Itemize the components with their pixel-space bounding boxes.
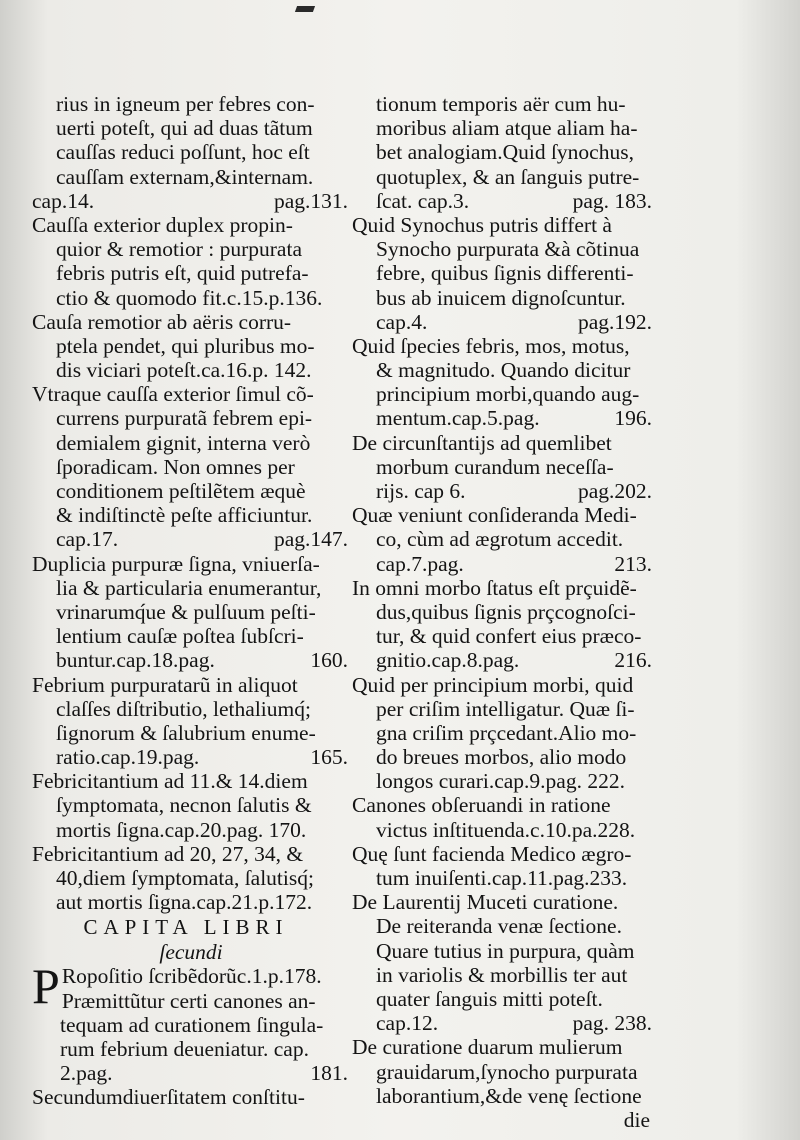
toc-entry bbox=[352, 842, 654, 890]
entry-line: uerti poteſt, qui ad duas tãtum bbox=[56, 116, 313, 141]
entry-line: rius in igneum per febres con- bbox=[56, 92, 315, 116]
toc-entry bbox=[32, 382, 350, 551]
right-column bbox=[352, 92, 654, 1132]
page-ref: pag.147. bbox=[273, 527, 348, 552]
entry-line: cauſſam externam,&internam. bbox=[56, 164, 314, 189]
toc-entry bbox=[352, 890, 654, 1035]
entry-line: De Laurentij Muceti curatione. bbox=[352, 890, 619, 915]
entry-line-with-page bbox=[32, 189, 350, 213]
entry-line: Quid Synochus putris differt à bbox=[352, 212, 612, 237]
entry-line: in variolis & morbillis ter aut bbox=[376, 962, 628, 987]
section-subheading: ſecundi bbox=[159, 940, 223, 965]
page-ref: 160. bbox=[310, 648, 348, 673]
entry-line: ſymptomata, necnon ſalutis & bbox=[56, 793, 312, 818]
entry-line: Quare tutius in purpura, quàm bbox=[376, 938, 635, 963]
entry-line: claſſes diſtributio, lethaliumq́; bbox=[56, 696, 311, 721]
chapter-ref: cap.12. bbox=[376, 1011, 439, 1036]
entry-line: Febrium purpuratarũ in aliquot bbox=[32, 672, 298, 697]
entry-line-with-page bbox=[352, 406, 654, 430]
entry-line: Vtraque cauſſa exterior ſimul cõ- bbox=[32, 382, 314, 407]
toc-entry bbox=[32, 769, 350, 842]
entry-line: Præmittũtur certi canones an- bbox=[61, 988, 316, 1013]
entry-line: dis viciari poteſt.ca.16.p. 142. bbox=[56, 358, 312, 383]
entry-line: tur, & quid confert eius præco- bbox=[376, 624, 642, 649]
entry-line: De reiteranda venæ ſectione. bbox=[376, 914, 622, 939]
entry-line: febre, quibus ſignis differenti- bbox=[376, 261, 634, 286]
entry-line: bus ab inuicem dignoſcuntur. bbox=[376, 285, 626, 310]
entry-line: Duplicia purpuræ ſigna, vniuerſa- bbox=[32, 551, 320, 576]
entry-line: lia & particularia enumerantur, bbox=[56, 575, 322, 600]
entry-line: do breues morbos, alio modo bbox=[376, 745, 627, 770]
entry-line: ptela pendet, qui pluribus mo- bbox=[56, 333, 315, 358]
entry-line: per criſim intelligatur. Quæ ſi- bbox=[376, 696, 635, 721]
page-ref: pag.192. bbox=[577, 309, 652, 334]
entry-line: demialem gignit, interna verò bbox=[56, 430, 311, 455]
chapter-ref: mentum.cap.5.pag. bbox=[376, 406, 540, 431]
entry-line-with-page bbox=[32, 1061, 350, 1085]
toc-entry bbox=[32, 310, 350, 383]
entry-line: Secundumdiuerſitatem conſtitu- bbox=[32, 1085, 305, 1110]
page-top-mark bbox=[295, 6, 315, 12]
toc-entry bbox=[352, 1035, 654, 1108]
toc-entry bbox=[352, 334, 654, 431]
entry-line: dus,quibus ſignis prçcognoſci- bbox=[376, 599, 636, 624]
entry-line-with-page bbox=[32, 745, 350, 769]
toc-entry bbox=[352, 793, 654, 841]
entry-line: tum inuiſenti.cap.11.pag.233. bbox=[376, 866, 628, 890]
entry-line-with-page bbox=[32, 648, 350, 672]
toc-entry bbox=[32, 213, 350, 310]
entry-line: Ropoſitio ſcribẽdorũc.1.p.178. bbox=[61, 964, 322, 989]
entry-line: currens purpuratã febrem epi- bbox=[56, 406, 313, 431]
entry-line: tionum temporis aër cum hu- bbox=[376, 92, 626, 116]
chapter-ref: cap.14. bbox=[32, 188, 95, 213]
toc-entry bbox=[32, 92, 350, 213]
entry-line: ſignorum & ſalubrium enume- bbox=[56, 720, 316, 745]
toc-entry bbox=[32, 552, 350, 673]
entry-line: Canones obſeruandi in ratione bbox=[352, 793, 611, 818]
entry-line-with-page bbox=[352, 189, 654, 213]
entry-line: Synocho purpurata &à cõtinua bbox=[376, 237, 640, 262]
entry-line: Quæ veniunt conſideranda Medi- bbox=[352, 503, 637, 528]
entry-line: vrinarumq́ue & pulſuum peſti- bbox=[56, 599, 316, 624]
chapter-ref: cap.7.pag. bbox=[376, 551, 464, 576]
page-ref: pag. 183. bbox=[572, 188, 652, 213]
entry-line: grauidarum,ſynocho purpurata bbox=[376, 1059, 638, 1084]
entry-line: lentium cauſæ poſtea ſubſcri- bbox=[56, 624, 304, 649]
entry-line: victus inſtituenda.c.10.pa.228. bbox=[376, 817, 636, 842]
toc-entry bbox=[352, 503, 654, 576]
entry-line: moribus aliam atque aliam ha- bbox=[376, 116, 638, 141]
entry-line: conditionem peſtilẽtem æquè bbox=[56, 479, 306, 503]
chapter-ref: cap.17. bbox=[56, 527, 119, 552]
entry-line: Quid ſpecies febris, mos, motus, bbox=[352, 333, 630, 358]
page-ref: 165. bbox=[310, 745, 348, 770]
entry-line: principium morbi,quando aug- bbox=[376, 382, 640, 407]
entry-line-with-page bbox=[352, 479, 654, 503]
toc-entry bbox=[352, 673, 654, 794]
toc-entry bbox=[352, 576, 654, 673]
entry-line: & indiſtinctè peſte afficiuntur. bbox=[56, 503, 313, 528]
page-ref: pag.131. bbox=[273, 188, 348, 213]
entry-line: mortis ſigna.cap.20.pag. 170. bbox=[56, 817, 307, 842]
entry-line-with-page bbox=[32, 527, 350, 551]
page-ref: 196. bbox=[614, 406, 652, 431]
drop-cap-letter: P bbox=[32, 958, 60, 1015]
entry-line: ſporadicam. Non omnes per bbox=[56, 454, 295, 479]
entry-line: gna criſim prçcedant.Alio mo- bbox=[376, 720, 637, 745]
toc-entry bbox=[32, 673, 350, 770]
page-ref: pag. 238. bbox=[572, 1011, 652, 1036]
entry-line: ctio & quomodo fit.c.15.p.136. bbox=[56, 285, 323, 310]
toc-entry bbox=[32, 842, 350, 915]
entry-line: De circunſtantijs ad quemlibet bbox=[352, 430, 612, 455]
chapter-ref: rijs. cap 6. bbox=[376, 479, 466, 503]
chapter-ref: gnitio.cap.8.pag. bbox=[376, 648, 520, 673]
entry-line: cauſſas reduci poſſunt, hoc eſt bbox=[56, 140, 310, 165]
entry-line: tequam ad curationem ſingula- bbox=[60, 1012, 324, 1037]
page-ref: 216. bbox=[614, 648, 652, 673]
entry-line: morbum curandum neceſſa- bbox=[376, 454, 614, 479]
entry-line: longos curari.cap.9.pag. 222. bbox=[376, 769, 625, 794]
toc-entry bbox=[352, 92, 654, 213]
left-column bbox=[32, 92, 350, 1110]
entry-line: In omni morbo ſtatus eſt prçuidẽ- bbox=[352, 575, 637, 600]
entry-line: quior & remotior : purpurata bbox=[56, 237, 302, 262]
chapter-ref: ratio.cap.19.pag. bbox=[56, 745, 200, 770]
entry-line: & magnitudo. Quando dicitur bbox=[376, 358, 631, 383]
entry-line: Febricitantium ad 11.& 14.diem bbox=[32, 769, 308, 794]
entry-line: rum febrium deueniatur. cap. bbox=[60, 1036, 309, 1061]
entry-line: co, cùm ad ægrotum accedit. bbox=[376, 527, 624, 552]
entry-line: quotuplex, & an ſanguis putre- bbox=[376, 164, 640, 189]
page-ref: pag.202. bbox=[577, 479, 652, 503]
page-ref: 213. bbox=[614, 551, 652, 576]
entry-line: 40,diem ſymptomata, ſalutisq́; bbox=[56, 866, 314, 890]
entry-line-with-page bbox=[352, 310, 654, 334]
toc-entry bbox=[352, 213, 654, 334]
entry-line: laborantium,&de venę ſectione bbox=[376, 1083, 642, 1108]
chapter-ref: ſcat. cap.3. bbox=[376, 188, 470, 213]
dropcap-entry bbox=[32, 958, 350, 1086]
entry-line: Quid per principium morbi, quid bbox=[352, 672, 634, 697]
entry-line: aut mortis ſigna.cap.21.p.172. bbox=[56, 890, 313, 915]
toc-entry bbox=[352, 431, 654, 504]
entry-line-with-page bbox=[352, 648, 654, 672]
catchword: die bbox=[623, 1107, 650, 1132]
entry-line: bet analogiam.Quid ſynochus, bbox=[376, 140, 634, 165]
entry-line: Cauſa remotior ab aëris corru- bbox=[32, 309, 292, 334]
chapter-ref: 2.pag. bbox=[60, 1061, 113, 1086]
entry-line: Quę ſunt facienda Medico ægro- bbox=[352, 841, 632, 866]
entry-line: febris putris eſt, quid putrefa- bbox=[56, 261, 309, 286]
chapter-ref: cap.4. bbox=[376, 309, 428, 334]
page-ref: 181. bbox=[310, 1061, 348, 1086]
chapter-ref: buntur.cap.18.pag. bbox=[56, 648, 215, 673]
entry-line-with-page bbox=[352, 1011, 654, 1035]
entry-line: De curatione duarum mulierum bbox=[352, 1035, 623, 1060]
section-heading: CAPITA LIBRI bbox=[83, 915, 289, 940]
entry-line: quater ſanguis mitti poteſt. bbox=[376, 986, 603, 1011]
entry-line-with-page bbox=[352, 552, 654, 576]
entry-line: Febricitantium ad 20, 27, 34, & bbox=[32, 841, 304, 866]
entry-line: Cauſſa exterior duplex propin- bbox=[32, 212, 293, 237]
